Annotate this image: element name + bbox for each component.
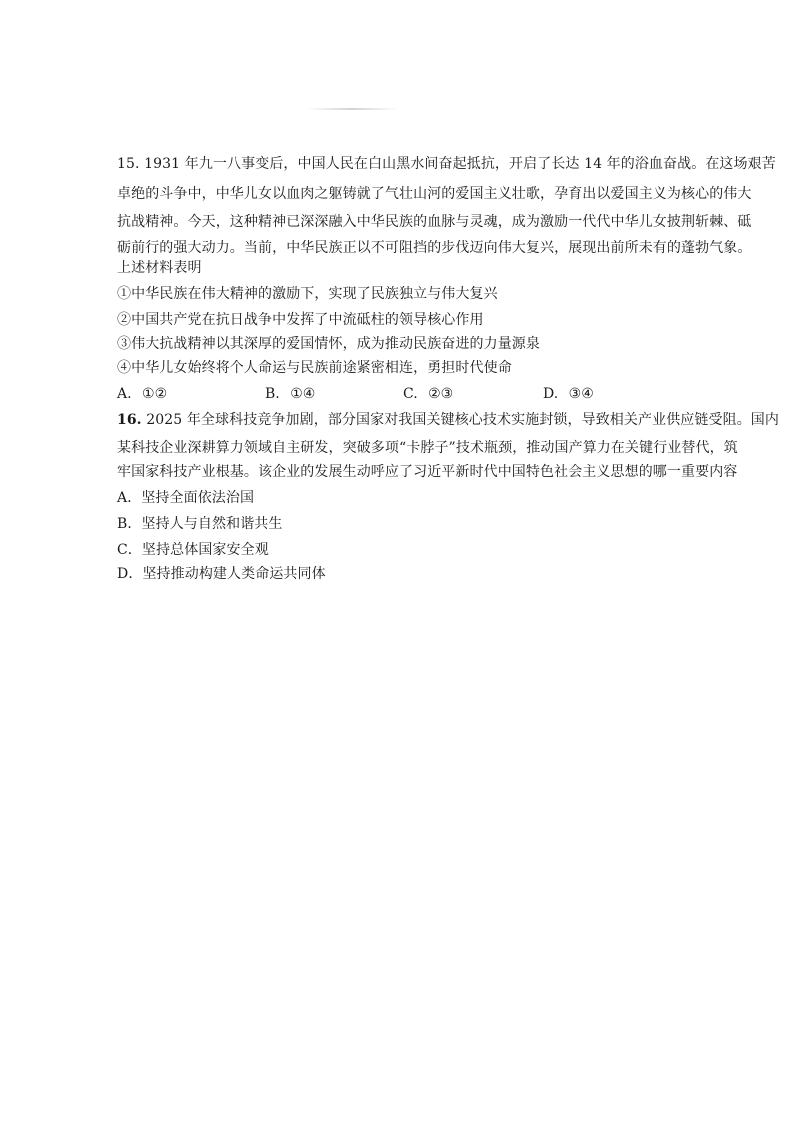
q16-option-b[interactable] (117, 514, 283, 534)
q15-statement-4: ④中华儿女始终将个人命运与民族前途紧密相连，勇担时代使命 (117, 360, 512, 376)
q15-option-b[interactable] (265, 384, 315, 404)
q15-stem-line-4: 砺前行的强大动力。当前，中华民族正以不可阻挡的步伐迈向伟大复兴，展现出前所未有的蓬勃气象。 (117, 240, 752, 256)
q16-stem-line-1 (117, 410, 779, 430)
q15-stem-line-2: 卓绝的斗争中，中华儿女以血肉之躯铸就了气壮山河的爱国主义壮歌，孕育出以爱国主义为核心的伟大 (117, 186, 752, 202)
q15-option-a-label: A. (117, 386, 132, 402)
q15-stem-line-1 (117, 154, 776, 174)
q15-option-d[interactable] (543, 384, 594, 404)
q15-option-d-text: ③④ (568, 386, 594, 402)
q16-option-c[interactable] (117, 540, 269, 560)
q16-option-d-text: 坚持推动构建人类命运共同体 (142, 566, 326, 582)
q15-statement-1: ①中华民族在伟大精神的激励下，实现了民族独立与伟大复兴 (117, 286, 498, 302)
q15-stem-line-3: 抗战精神。今天，这种精神已深深融入中华民族的血脉与灵魂，成为激励一代代中华儿女披荆斩棘、砥 (117, 214, 752, 230)
q16-stem-line-2: 某科技企业深耕算力领域自主研发，突破多项“卡脖子”技术瓶颈，推动国产算力在关键行业替代，筑 (117, 440, 738, 456)
q16-option-d-label: D． (117, 566, 143, 582)
q16-option-c-text: 坚持总体国家安全观 (141, 542, 269, 558)
q15-statement-3: ③伟大抗战精神以其深厚的爱国情怀，成为推动民族奋进的力量源泉 (117, 336, 540, 352)
q15-option-c-label: C. (403, 386, 418, 402)
q16-option-c-label: C． (117, 542, 142, 558)
q16-option-b-label: B． (117, 516, 142, 532)
q15-option-c[interactable] (403, 384, 453, 404)
q16-stem-line-3: 牢国家科技产业根基。该企业的发展生动呼应了习近平新时代中国特色社会主义思想的哪一重要内容 (117, 464, 738, 480)
q15-options (117, 384, 677, 404)
header-faint-mark (306, 108, 398, 110)
q15-stem-line-5: 上述材料表明 (117, 260, 202, 276)
q16-option-a-text: 坚持全面依法治国 (141, 490, 255, 506)
q15-option-c-text: ②③ (428, 386, 454, 402)
q15-statement-2: ②中国共产党在抗日战争中发挥了中流砥柱的领导核心作用 (117, 312, 484, 328)
q15-option-d-label: D. (543, 386, 559, 402)
q15-option-b-text: ①④ (290, 386, 316, 402)
q16-option-a-label: A． (117, 490, 142, 506)
q16-option-a[interactable] (117, 488, 254, 508)
q15-number: 15. (117, 156, 140, 172)
q16-option-b-text: 坚持人与自然和谐共生 (141, 516, 283, 532)
q15-option-a-text: ①② (142, 386, 168, 402)
q16-option-d[interactable] (117, 564, 326, 584)
q16-stem-text-1: 2025 年全球科技竞争加剧，部分国家对我国关键核心技术实施封锁，导致相关产业供应链受阻。国内 (146, 412, 780, 428)
q15-option-b-label: B. (265, 386, 280, 402)
q15-stem-text-1: 1931 年九一八事变后，中国人民在白山黑水间奋起抵抗，开启了长达 14 年的浴血奋战。在这场艰苦 (144, 156, 776, 172)
q15-option-a[interactable] (117, 384, 167, 404)
q16-number: 16. (117, 412, 142, 428)
